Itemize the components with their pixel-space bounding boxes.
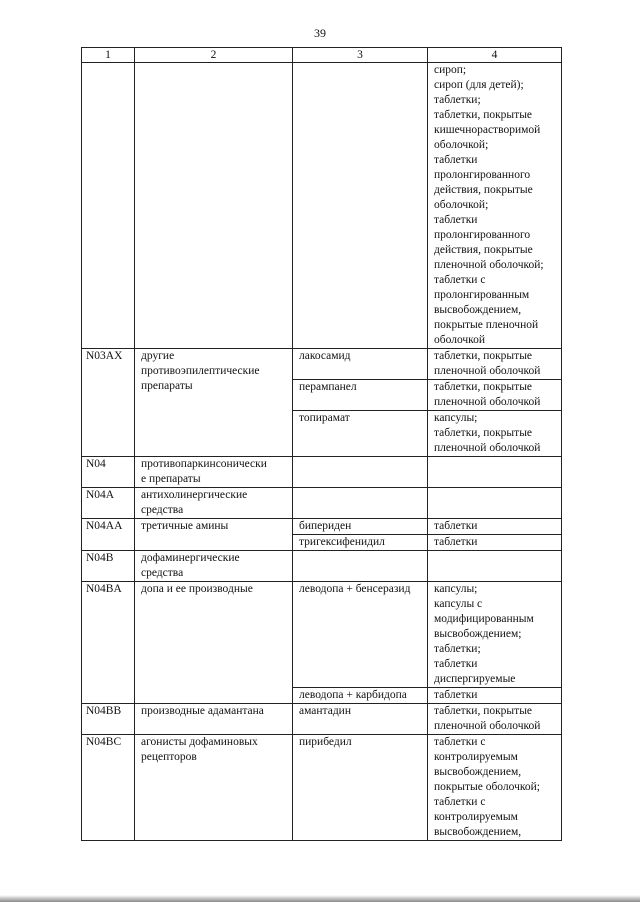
group-name-cell: антихолинергические средства [135, 488, 293, 519]
substance-cell [293, 551, 428, 582]
dosage-forms-cell [428, 488, 562, 519]
substance-cell: тригексифенидил [293, 535, 428, 551]
atc-code-cell: N04BA [82, 582, 135, 704]
atc-code-cell: N03AX [82, 349, 135, 457]
table-row [82, 551, 562, 582]
table-row [82, 582, 562, 688]
group-name-cell: другие противоэпилептические препараты [135, 349, 293, 457]
table-row [82, 349, 562, 380]
dosage-forms-cell: таблетки [428, 688, 562, 704]
table-row [82, 488, 562, 519]
table-header-row [82, 48, 562, 63]
atc-code-cell [82, 63, 135, 349]
table-row [82, 63, 562, 349]
dosage-forms-cell: таблетки, покрытые пленочной оболочкой [428, 380, 562, 411]
dosage-forms-cell: капсулы; капсулы с модифицированным высвобождением; таблетки; таблетки диспергируемые [428, 582, 562, 688]
group-name-cell: агонисты дофаминовых рецепторов [135, 735, 293, 841]
page-number: 39 [314, 26, 326, 40]
group-name-cell: дофаминергические средства [135, 551, 293, 582]
dosage-forms-cell: сироп; сироп (для детей); таблетки; таблетки, покрытые кишечнорастворимой оболочкой; таблетки пролонгированного действия, покрытые оболочкой; таблетки пролонгированного действия, покрытые пленочной оболочкой; таблетки с пролонгированным высвобождением, покрытые пленочной оболочкой [428, 63, 562, 349]
group-name-cell: допа и ее производные [135, 582, 293, 704]
substance-cell: леводопа + бенсеразид [293, 582, 428, 688]
column-header-2: 2 [135, 48, 293, 63]
table-row [82, 704, 562, 735]
substance-cell: пирибедил [293, 735, 428, 841]
substance-cell [293, 488, 428, 519]
table-row [82, 519, 562, 535]
atc-code-cell: N04BB [82, 704, 135, 735]
dosage-forms-cell: таблетки [428, 519, 562, 535]
dosage-forms-cell: таблетки, покрытые пленочной оболочкой [428, 349, 562, 380]
dosage-forms-cell: таблетки с контролируемым высвобождением, покрытые оболочкой; таблетки с контролируемым высвобождением, [428, 735, 562, 841]
scan-bottom-edge [0, 895, 640, 902]
group-name-cell: противопаркинсонически е препараты [135, 457, 293, 488]
substance-cell: лакосамид [293, 349, 428, 380]
substance-cell: топирамат [293, 411, 428, 457]
atc-code-cell: N04B [82, 551, 135, 582]
dosage-forms-cell: капсулы; таблетки, покрытые пленочной оболочкой [428, 411, 562, 457]
substance-cell [293, 457, 428, 488]
column-header-4: 4 [428, 48, 562, 63]
dosage-forms-cell [428, 551, 562, 582]
column-header-3: 3 [293, 48, 428, 63]
table-row [82, 457, 562, 488]
table-row [82, 735, 562, 841]
group-name-cell: третичные амины [135, 519, 293, 551]
column-header-1: 1 [82, 48, 135, 63]
atc-drug-table [81, 47, 562, 841]
atc-code-cell: N04 [82, 457, 135, 488]
substance-cell: перампанел [293, 380, 428, 411]
atc-code-cell: N04A [82, 488, 135, 519]
dosage-forms-cell: таблетки, покрытые пленочной оболочкой [428, 704, 562, 735]
group-name-cell: производные адамантана [135, 704, 293, 735]
substance-cell: леводопа + карбидопа [293, 688, 428, 704]
atc-code-cell: N04AA [82, 519, 135, 551]
atc-code-cell: N04BC [82, 735, 135, 841]
dosage-forms-cell [428, 457, 562, 488]
substance-cell: бипериден [293, 519, 428, 535]
dosage-forms-cell: таблетки [428, 535, 562, 551]
substance-cell: амантадин [293, 704, 428, 735]
substance-cell [293, 63, 428, 349]
group-name-cell [135, 63, 293, 349]
